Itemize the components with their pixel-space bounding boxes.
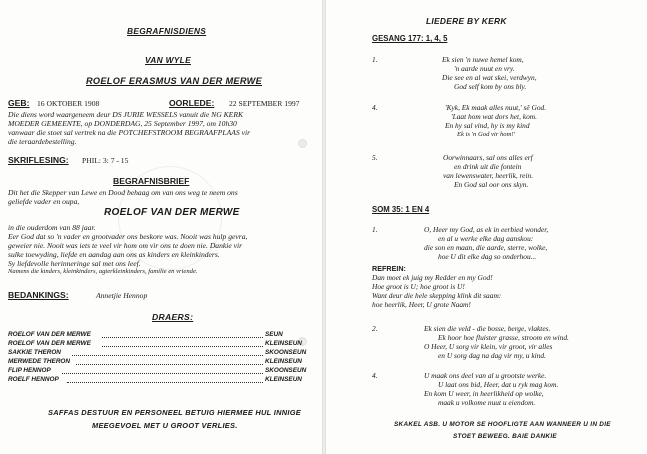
psalm-heading: SOM 35: 1 EN 4 — [372, 205, 430, 214]
hymn-verse-number: 5. — [372, 153, 378, 162]
psalm-verse-line: O Heer, U sorg vir klein, vir groot, vir alles — [424, 342, 553, 351]
pallbearer-role: KLEINSEUN — [265, 340, 302, 347]
hymn-verse-line: Ek is 'n God vir hom!' — [457, 131, 515, 138]
pallbearer-role: SKOONSEUN — [265, 349, 307, 356]
psalm-verse-line: die son en maan, die aarde, sterre, wolke, — [424, 243, 548, 252]
hymn-verse-line: 'Laat hom wat dors het, kom. — [451, 112, 537, 121]
refrain-label: REFREIN: — [372, 264, 406, 273]
pallbearer-name: MERWEDE THERON — [8, 358, 71, 365]
burial-letter-line: geliefde vader en oupa, — [8, 197, 80, 206]
psalm-verse-line: Ek sien die veld - die bosse, berge, vlaktes. — [424, 324, 551, 333]
headlights-notice-line: STOET BEWEEG. BAIE DANKIE — [453, 433, 557, 440]
hymn-verse-line: En hy sal vind, hy is my kind — [445, 121, 530, 130]
hymn-verse-line: Oorwinnaars, sal ons alles erf — [443, 153, 533, 162]
van-wyle-label: VAN WYLE — [145, 55, 191, 65]
pallbearer-dots — [102, 346, 263, 347]
service-line: Die diens word waargeneem deur DS JURIE WESSELS vanuit die NG KERK — [8, 110, 244, 119]
songs-title: LIEDERE BY KERK — [426, 16, 507, 26]
psalm-verse-number: 1. — [372, 225, 378, 234]
hymn-verse-line: Die see en al wat skei, verdwyn, — [442, 73, 537, 82]
pallbearer-role: KLEINSEUN — [265, 376, 302, 383]
headlights-notice-line: SKAKEL ASB. U MOTOR SE HOOFLIGTE AAN WANNEER U IN DIE — [394, 421, 611, 428]
psalm-verse-line: Ek hoor hoe fluister grasse, stroom en wind. — [438, 333, 569, 342]
hymn-verse-number: 4. — [372, 103, 378, 112]
refrain-line: Want deur die hele skepping klink dit saam: — [372, 291, 502, 300]
burial-letter-heading: BEGRAFNISBRIEF — [113, 176, 190, 186]
pallbearer-dots — [67, 382, 263, 383]
pallbearer-name: ROELOF VAN DER MERWE — [8, 331, 91, 338]
hymn-verse-line: 'Kyk, Ek maak alles nuut,' sê God. — [445, 103, 547, 112]
psalm-verse-line: hoe U dit elke dag so onderhou... — [438, 252, 537, 261]
pallbearer-dots — [76, 364, 263, 365]
tribute-line: Sy liefdevolle herinneringe sal met ons leef. — [8, 259, 141, 268]
pallbearer-dots — [102, 337, 263, 338]
pallbearer-role: SEUN — [265, 331, 283, 338]
pallbearer-name: SAKKIE THERON — [8, 349, 61, 356]
pallbearer-role: SKOONSEUN — [265, 367, 307, 374]
pallbearers-heading: DRAERS: — [152, 312, 194, 322]
pallbearer-name: ROELF HENNOP — [8, 376, 59, 383]
pallbearer-dots — [62, 373, 263, 374]
condolence-footer-line: MEEGEVOEL MET U GROOT VERLIES. — [92, 421, 238, 430]
tribute-line: Eer God dat so 'n vader en grootvader ons beskore was. Nooit was hulp gevra, — [8, 232, 248, 241]
hymn-verse-line: God self kom by ons bly. — [454, 82, 527, 91]
hymn-verse-line: En God sal oor ons skyn. — [454, 180, 529, 189]
psalm-verse-line: maak u volkome nuut u eiendom. — [438, 398, 536, 407]
refrain-line: Hoe groot is U; hoe groot is U! — [372, 282, 465, 291]
psalm-verse-line: en U sorg dag na dag vir my, u kind. — [438, 351, 546, 360]
psalm-verse-line: En kom U weer, in heerlikheid op wolke, — [424, 389, 544, 398]
service-line: die teraardebestelling. — [8, 137, 77, 146]
hymn-verse-line: 'n aarde nuut en vry. — [454, 64, 515, 73]
pallbearer-dots — [72, 355, 263, 356]
thanks-label: BEDANKINGS: — [8, 290, 69, 300]
tribute-line: sulke toewyding, liefde en aandag aan ons as kinders en kleinkinders. — [8, 250, 220, 259]
birth-date: 16 OKTOBER 1908 — [37, 99, 100, 108]
deceased-name: ROELOF ERASMUS VAN DER MERWE — [86, 76, 262, 86]
psalm-verse-line: en al u werke elke dag aanskou: — [438, 234, 534, 243]
death-label: OORLEDE: — [169, 98, 215, 108]
refrain-line: hoe heerlik, Heer, U grote Naam! — [372, 300, 471, 309]
psalm-verse-line: U laat ons bid, Heer, dat u ryk mag kom. — [438, 380, 559, 389]
refrain-line: Dan moet ek juig my Redder en my God! — [372, 273, 493, 282]
service-title: BEGRAFNISDIENS — [127, 26, 207, 36]
service-line: MOEDER GEMEENTE, op DONDERDAG, 25 September 1997, om 10h30 — [8, 119, 237, 128]
condolence-footer-line: SAFFAS DESTUUR EN PERSONEEL BETUIG HIERMEE HUL INNIGE — [48, 408, 301, 417]
tribute-line: geweier nie. Nooit was iets te veel vir hom om vir ons te doen nie. Dankie vir — [8, 241, 243, 250]
tribute-line: in die ouderdom van 88 jaar. — [8, 223, 96, 232]
hymn-heading: GESANG 177: 1, 4, 5 — [372, 34, 448, 43]
death-date: 22 SEPTEMBER 1997 — [229, 99, 300, 108]
on-behalf-of: Namens die kinders, kleinkinders, agterkleinkinders, familie en vriende. — [8, 268, 198, 275]
hymn-verse-line: Ek sien 'n nuwe hemel kom, — [442, 55, 524, 64]
scripture-reference: PHIL: 3: 7 - 15 — [82, 156, 129, 165]
psalm-verse-number: 2. — [372, 324, 378, 333]
left-page — [0, 0, 322, 454]
birth-label: GEB: — [8, 98, 30, 108]
scripture-label: SKRIFLESING: — [8, 155, 69, 165]
burial-letter-line: Dit het die Skepper van Lewe en Dood behaag om van ons weg te neem ons — [8, 188, 238, 197]
service-line: vanwaar die stoet sal vertrek na die POTCHEFSTROOM BEGRAAFPLAAS vir — [8, 128, 251, 137]
hymn-verse-line: van lewenswater, heerlik, rein. — [443, 171, 534, 180]
right-page — [326, 0, 647, 454]
punch-hole-top — [298, 139, 307, 148]
burial-letter-name: ROELOF VAN DER MERWE — [104, 207, 240, 218]
pallbearer-role: KLEINSEUN — [265, 358, 302, 365]
psalm-verse-line: O, Heer my God, as ek in eerbied wonder, — [424, 225, 549, 234]
psalm-verse-number: 4. — [372, 371, 378, 380]
pallbearer-name: FLIP HENNOP — [8, 367, 51, 374]
pallbearer-name: ROELOF VAN DER MERWE — [8, 340, 91, 347]
hymn-verse-line: en drink uit die fontein — [454, 162, 522, 171]
psalm-verse-line: U maak ons deel van al u grootste werke. — [424, 371, 547, 380]
thanks-name: Annetjie Hennop — [96, 291, 148, 300]
hymn-verse-number: 1. — [372, 55, 378, 64]
